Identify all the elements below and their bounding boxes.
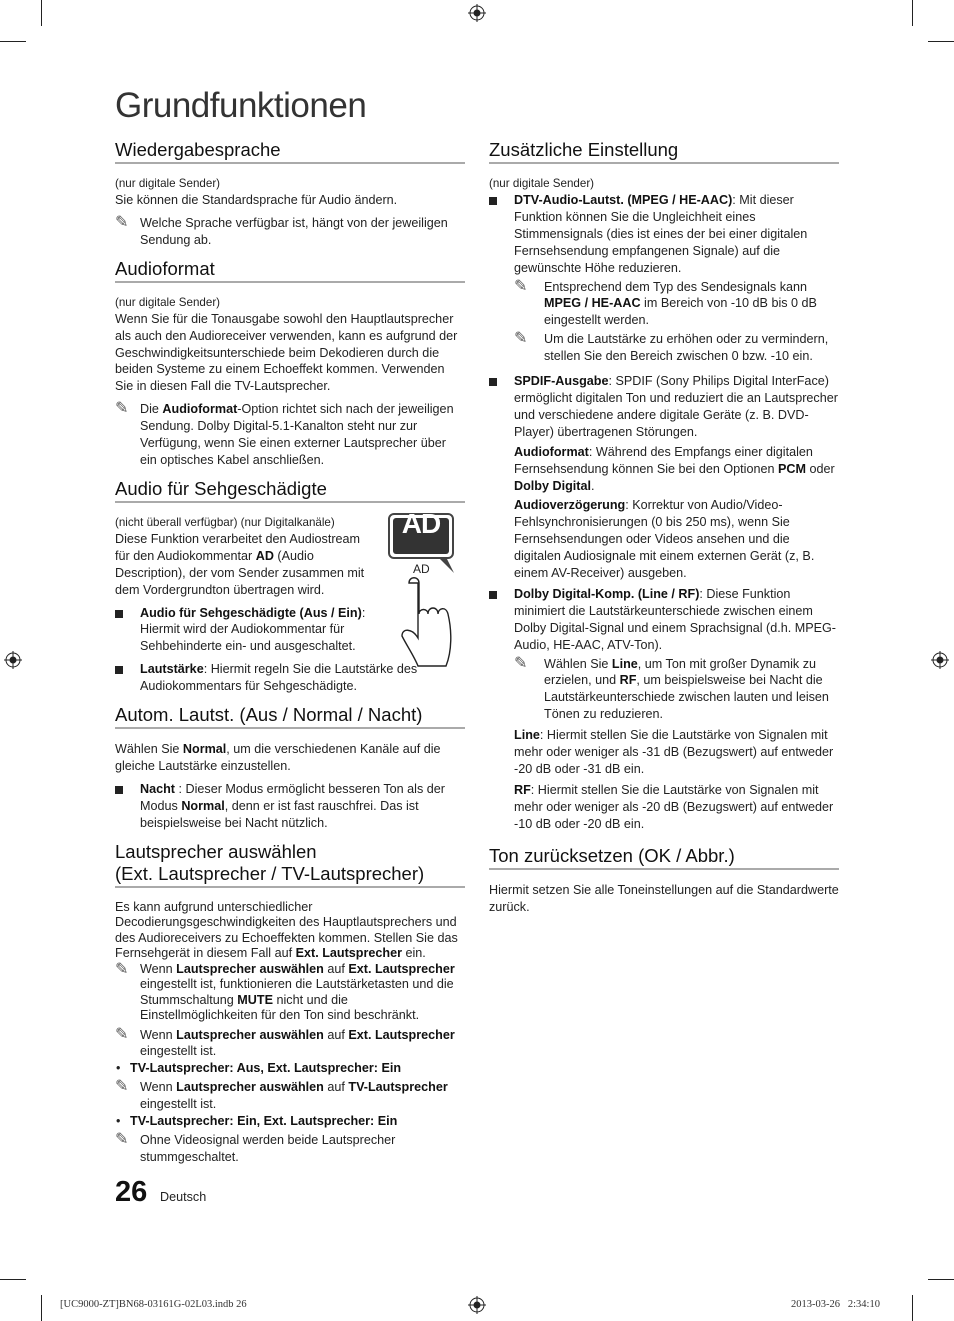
ad-remote-illustration [388, 507, 458, 673]
pencil-note-icon: ✎ [115, 960, 129, 978]
list-item: • TV-Lautsprecher: Aus, Ext. Lautsprecher: Ein [116, 1061, 402, 1076]
pencil-note-icon: ✎ [115, 1078, 129, 1096]
heading-audio-sehgeschaedigte: Audio für Sehgeschädigte [115, 478, 465, 503]
pencil-note-icon: ✎ [115, 400, 129, 418]
list-item: • TV-Lautsprecher: Ein, Ext. Lautsprecher: Ein [116, 1114, 398, 1129]
note: ✎ Wenn Lautsprecher auswählen auf Ext. Lautsprecher eingestellt ist, funktionieren die Lautstärketasten und die Stummschaltung MUTE nicht und die Einstellmöglichkeiten für den Ton sind beschränkt. [115, 960, 455, 1023]
paragraph: Diese Funktion verarbeitet den Audiostream für den Audiokommentar AD (Audio Description), der vom Sender zusammen mit dem Vordergrundton übertragen wird. [115, 531, 365, 597]
tag: (nicht überall verfügbar) (nur Digitalkanäle) [115, 515, 335, 529]
registration-mark-icon [468, 1296, 486, 1314]
crop-mark [912, 1295, 913, 1321]
paragraph: Sie können die Standardsprache für Audio ändern. [115, 193, 398, 207]
note: ✎ Um die Lautstärke zu erhöhen oder zu vermindern, stellen Sie den Bereich zwischen 0 bzw. -10 ein. [514, 330, 829, 364]
registration-mark-icon [931, 651, 949, 669]
note: ✎ Wenn Lautsprecher auswählen auf Ext. Lautsprecher eingestellt ist. [115, 1025, 455, 1059]
heading-autom-lautst: Autom. Lautst. (Aus / Normal / Nacht) [115, 704, 465, 729]
list-item: Nacht : Dieser Modus ermöglicht besseren Ton als der Modus Normal, denn er ist fast rauschfrei. Das ist beispielsweise bei Nacht nützlich. [115, 781, 465, 832]
crop-mark [0, 41, 26, 42]
paragraph: Audioverzögerung: Korrektur von Audio/Video-Fehlsynchronisierungen (0 bis 250 ms), wenn Sie Fernsehsendungen oder Videos ansehen und die digitalen Audiosignale mit einem externen Gerät (z, B. einem AV-Receiver) ausgeben. [514, 498, 815, 581]
list-item: Dolby Digital-Komp. (Line / RF): Diese Funktion minimiert die Lautstärkeunterschiede zwischen einem Dolby Digital-Signal und einem Sprachsignal (d.h. MPEG-Audio, HE-AAC, ATV-Ton). [489, 586, 839, 654]
heading-ton-zuruecksetzen: Ton zurücksetzen (OK / Abbr.) [489, 845, 839, 870]
crop-mark [912, 0, 913, 26]
pencil-note-icon: ✎ [115, 1025, 129, 1043]
tag: (nur digitale Sender) [115, 295, 221, 309]
list-item: Lautstärke: Hiermit regeln Sie die Lautstärke des Audiokommentars für Sehgeschädigte. [115, 661, 465, 695]
pencil-note-icon: ✎ [115, 213, 129, 231]
paragraph: Audioformat: Während des Empfangs einer digitalen Fernsehsendung können Sie bei den Optionen PCM oder Dolby Digital. [514, 444, 835, 493]
crop-mark [41, 1295, 42, 1321]
tag: (nur digitale Sender) [115, 177, 221, 190]
crop-mark [0, 1279, 26, 1280]
registration-mark-icon [4, 651, 22, 669]
heading-zusaetzliche-einstellung: Zusätzliche Einstellung [489, 139, 839, 164]
heading-lautsprecher: Lautsprecher auswählen (Ext. Lautsprecher / TV-Lautsprecher) [115, 841, 465, 888]
note: ✎ Wenn Lautsprecher auswählen auf TV-Lautsprecher eingestellt ist. [115, 1078, 448, 1112]
ad-caption: AD [413, 561, 430, 576]
pencil-note-icon: ✎ [514, 277, 528, 295]
note: ✎ Wählen Sie Line, um Ton mit großer Dynamik zu erzielen, und RF, um beispielsweise bei Nacht die Lautstärkeunterschiede zwischen lauten und leisen Tönen zu reduzieren. [514, 654, 829, 722]
pencil-note-icon: ✎ [115, 1131, 129, 1148]
crop-mark [41, 0, 42, 26]
note: ✎ Entsprechend dem Typ des Sendesignals kann MPEG / HE-AAC im Bereich von -10 dB bis 0 dB eingestellt werden. [514, 277, 817, 328]
note: ✎ Welche Sprache verfügbar ist, hängt von der jeweiligen Sendung ab. [115, 213, 448, 247]
list-item: DTV-Audio-Lautst. (MPEG / HE-AAC): Mit dieser Funktion können Sie die Ungleichheit eines Stimmensignals (dies ist eines der bei einer digitalen Fernsehsendung empfangenen Signale) auf die gewünschte Höhe reduzieren. [489, 192, 839, 277]
heading-wiedergabesprache: Wiedergabesprache [115, 139, 465, 164]
right-column [489, 139, 839, 915]
paragraph: Wenn Sie für die Tonausgabe sowohl den Hauptlautsprecher als auch den Audioreceiver verwenden, kann es aufgrund der Geschwindigkeitsunterschiede beim Dekodieren durch die beiden Systeme zu einem Echoeffekt kommen. Verwenden Sie in diesen Fall die TV-Lautsprecher. [115, 311, 458, 394]
page-number: 26 [115, 1176, 148, 1208]
footer-date: 2013-03-26 2:34:10 [791, 1299, 880, 1310]
page-title: Grundfunktionen [115, 86, 367, 125]
registration-mark-icon [468, 4, 486, 22]
pencil-note-icon: ✎ [514, 654, 528, 672]
language-label: Deutsch [160, 1190, 207, 1204]
paragraph: Es kann aufgrund unterschiedlicher Decodierungsgeschwindigkeiten des Hauptlautsprechers und des Audioreceivers zu Echoeffekten kommen. Stellen Sie das Fernsehgerät in diesem Fall auf Ext. Lautsprecher ein. [115, 899, 458, 961]
footer-file: [UC9000-ZT]BN68-03161G-02L03.indb 26 [60, 1299, 247, 1310]
tag: (nur digitale Sender) [489, 177, 595, 190]
crop-mark [928, 1279, 954, 1280]
left-column [115, 139, 465, 1166]
paragraph: Hiermit setzen Sie alle Toneinstellungen auf die Standardwerte zurück. [489, 882, 839, 914]
note: ✎ Ohne Videosignal werden beide Lautsprecher stummgeschaltet. [115, 1131, 396, 1164]
paragraph: Wählen Sie Normal, um die verschiedenen Kanäle auf die gleiche Lautstärke einzustellen. [115, 742, 441, 773]
note: ✎ Die Audioformat-Option richtet sich nach der jeweiligen Sendung. Dolby Digital-5.1-Kanalton steht nur zur Verfügung, wenn Sie einen externer Lautsprecher über ein optisches Kabel anschließen. [115, 400, 454, 467]
list-item: Audio für Sehgeschädigte (Aus / Ein): Hiermit wird der Audiokommentar für Sehbehinderte ein- und ausgeschaltet. [115, 605, 370, 656]
crop-mark [928, 41, 954, 42]
heading-audioformat: Audioformat [115, 258, 465, 283]
ad-button-label: AD [401, 507, 441, 539]
ad-section [115, 507, 465, 655]
pencil-note-icon: ✎ [514, 330, 528, 348]
paragraph: Line: Hiermit stellen Sie die Lautstärke von Signalen mit mehr oder weniger als -31 dB (Bezugswert) auf entweder -20 dB oder -31 dB ein. [514, 728, 834, 776]
list-item: SPDIF-Ausgabe: SPDIF (Sony Philips Digital InterFace) ermöglicht digitalen Ton und reduziert die an Lautsprecher und verschiedene andere digitale Geräte (z. B. DVD-Player) übertragenen Störungen. [489, 373, 839, 441]
paragraph: RF: Hiermit stellen Sie die Lautstärke von Signalen mit mehr oder weniger als -20 dB (Bezugswert) auf entweder -10 dB oder -20 dB ein. [514, 782, 834, 831]
